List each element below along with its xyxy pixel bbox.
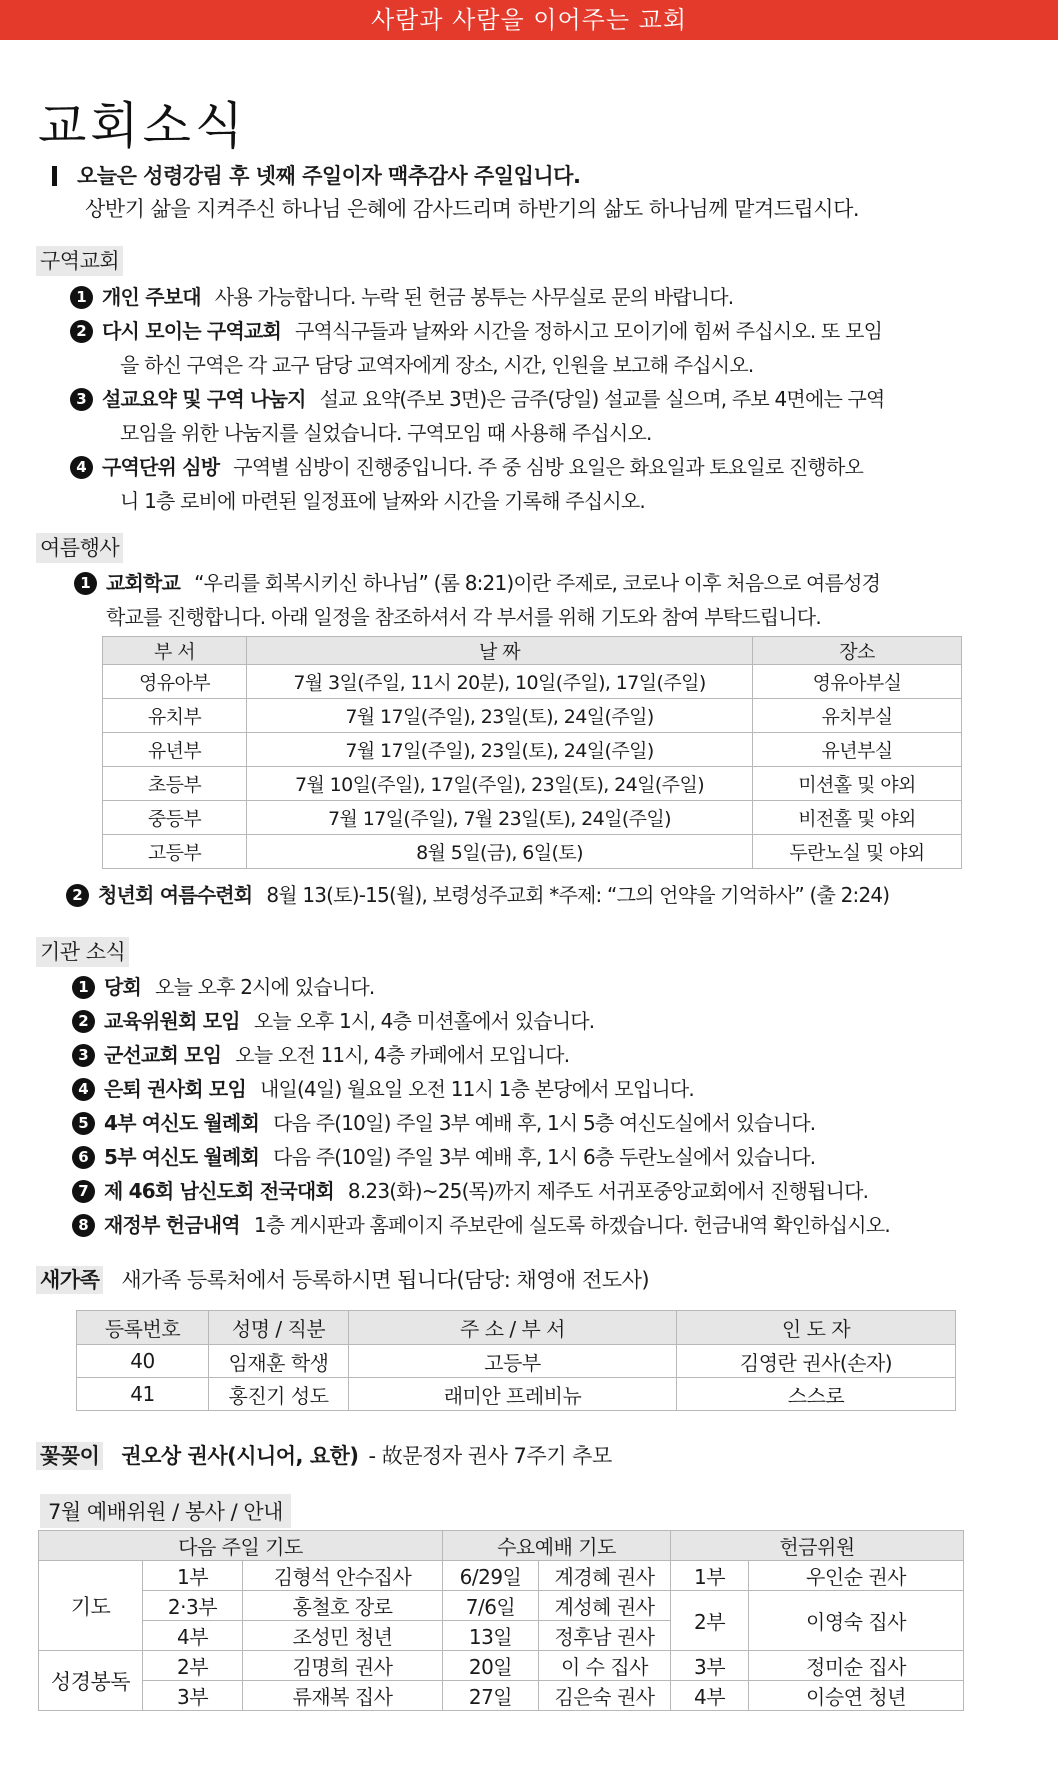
- item-body-cont: 니 1층 로비에 마련된 일정표에 날짜와 시간을 기록해 주십시오.: [120, 489, 645, 513]
- table-cell: 김은숙 권사: [539, 1681, 671, 1711]
- item-title: 당회: [104, 975, 142, 999]
- flowers-title: 권오상 권사(시니어, 요한): [121, 1444, 359, 1468]
- table-cell: 계경혜 권사: [539, 1561, 671, 1591]
- table-cell: 이영숙 집사: [749, 1591, 964, 1651]
- table-cell: 1부: [671, 1561, 749, 1591]
- table-cell: 이승연 청년: [749, 1681, 964, 1711]
- list-item: [72, 970, 1032, 1004]
- table-row: [77, 1345, 956, 1378]
- item-body: 1층 게시판과 홈페이지 주보란에 실도록 하겠습니다. 헌금내역 확인하십시오.: [253, 1213, 890, 1237]
- table-cell: 미션홀 및 야외: [753, 767, 962, 801]
- table-cell: 4부: [143, 1621, 243, 1651]
- column-header: 등록번호: [77, 1311, 209, 1345]
- agency-heading: 기관 소식: [36, 937, 129, 967]
- table-header-row: [39, 1531, 964, 1561]
- item-body-cont: 학교를 진행합니다. 아래 일정을 참조하셔서 각 부서를 위해 기도와 참여 부탁드립니다.: [106, 605, 821, 629]
- item-title: 제 46회 남신도회 전국대회: [104, 1179, 334, 1203]
- column-header: 부 서: [103, 637, 247, 665]
- newfamily-note: 새가족 등록처에서 등록하시면 됩니다(담당: 채영애 전도사): [121, 1268, 650, 1292]
- table-cell: 고등부: [103, 835, 247, 869]
- item-body-cont: 을 하신 구역은 각 교구 담당 교역자에게 장소, 시간, 인원을 보고해 주십시오.: [120, 353, 754, 377]
- table-cell: 유년부실: [753, 733, 962, 767]
- newfamily-heading: 새가족: [36, 1266, 103, 1294]
- table-cell: 2부: [671, 1591, 749, 1651]
- table-cell: 27일: [443, 1681, 539, 1711]
- table-cell: 8월 5일(금), 6일(토): [247, 835, 753, 869]
- table-cell: 2·3부: [143, 1591, 243, 1621]
- item-title: 교육위원회 모임: [104, 1009, 240, 1033]
- table-row: [39, 1591, 964, 1621]
- item-title: 은퇴 권사회 모임: [104, 1077, 246, 1101]
- table-cell: 고등부: [349, 1345, 677, 1378]
- table-cell: 이 수 집사: [539, 1651, 671, 1681]
- item-title: 군선교회 모임: [104, 1043, 222, 1067]
- number-2-icon: 2: [72, 1010, 95, 1033]
- table-row: [103, 665, 962, 699]
- item-body: 오늘 오후 1시, 4층 미션홀에서 있습니다.: [253, 1009, 595, 1033]
- list-item: [72, 1072, 1032, 1106]
- item-body: 다음 주(10일) 주일 3부 예배 후, 1시 5층 여신도실에서 있습니다.: [273, 1111, 816, 1135]
- table-row: [39, 1561, 964, 1591]
- table-cell: 7/6일: [443, 1591, 539, 1621]
- table-cell: 비전홀 및 야외: [753, 801, 962, 835]
- district-heading: 구역교회: [36, 246, 123, 276]
- number-6-icon: 6: [72, 1146, 95, 1169]
- table-cell: 홍철호 장로: [243, 1591, 443, 1621]
- number-1-icon: 1: [74, 572, 97, 595]
- item-body: 다음 주(10일) 주일 3부 예배 후, 1시 6층 두란노실에서 있습니다.: [273, 1145, 816, 1169]
- intro-line-2: 상반기 삶을 지켜주신 하나님 은혜에 감사드리며 하반기의 삶도 하나님께 맡겨드립시다.: [85, 197, 860, 221]
- item-title: 청년회 여름수련회: [98, 883, 253, 907]
- table-cell: 홍진기 성도: [209, 1378, 349, 1411]
- table-cell: 정후남 권사: [539, 1621, 671, 1651]
- table-cell: 스스로: [677, 1378, 956, 1411]
- table-header-row: [103, 637, 962, 665]
- number-1-icon: 1: [70, 286, 93, 309]
- table-cell: 영유아부: [103, 665, 247, 699]
- table-row: [103, 733, 962, 767]
- item-body-cont: 모임을 위한 나눔지를 실었습니다. 구역모임 때 사용해 주십시오.: [120, 421, 652, 445]
- column-header: 인 도 자: [677, 1311, 956, 1345]
- table-row: [77, 1378, 956, 1411]
- item-body: 8.23(화)~25(목)까지 제주도 서귀포중앙교회에서 진행됩니다.: [347, 1179, 869, 1203]
- list-item: [72, 1106, 1032, 1140]
- list-item: [70, 450, 990, 518]
- list-item: [74, 566, 994, 634]
- newfamily-table: [76, 1310, 956, 1411]
- page-title: 교회소식: [38, 97, 248, 155]
- number-3-icon: 3: [72, 1044, 95, 1067]
- item-title: 설교요약 및 구역 나눔지: [102, 387, 306, 411]
- table-cell: 김명희 권사: [243, 1651, 443, 1681]
- table-cell: 임재훈 학생: [209, 1345, 349, 1378]
- july-heading: 7월 예배위원 / 봉사 / 안내: [40, 1494, 291, 1528]
- intro-line-1: 오늘은 성령강림 후 넷째 주일이자 맥추감사 주일입니다.: [77, 164, 581, 188]
- list-item: [72, 1004, 1032, 1038]
- table-cell: 영유아부실: [753, 665, 962, 699]
- item-title: 교회학교: [106, 571, 181, 595]
- table-cell: 7월 17일(주일), 23일(토), 24일(주일): [247, 699, 753, 733]
- district-list: [70, 280, 990, 518]
- item-body: 구역식구들과 날짜와 시간을 정하시고 모이기에 힘써 주십시오. 또 모임: [295, 319, 883, 343]
- table-cell: 우인순 권사: [749, 1561, 964, 1591]
- table-cell: 김형석 안수집사: [243, 1561, 443, 1591]
- number-2-icon: 2: [70, 320, 93, 343]
- table-cell: 7월 17일(주일), 23일(토), 24일(주일): [247, 733, 753, 767]
- agency-list: [72, 970, 1032, 1242]
- item-body: 오늘 오전 11시, 4층 카페에서 모입니다.: [235, 1043, 570, 1067]
- item-title: 재정부 헌금내역: [104, 1213, 240, 1237]
- table-row: [103, 801, 962, 835]
- flowers-body: - 故문정자 권사 7주기 추모: [368, 1444, 612, 1468]
- flowers-line: [36, 1440, 612, 1470]
- list-item: [70, 314, 990, 382]
- table-row: [39, 1681, 964, 1711]
- list-item: [72, 1174, 1032, 1208]
- number-2-icon: 2: [66, 884, 89, 907]
- list-item: [70, 280, 990, 314]
- number-7-icon: 7: [72, 1180, 95, 1203]
- table-cell: 두란노실 및 야외: [753, 835, 962, 869]
- table-cell: 41: [77, 1378, 209, 1411]
- column-header: 장소: [753, 637, 962, 665]
- number-3-icon: 3: [70, 388, 93, 411]
- table-cell: 유치부실: [753, 699, 962, 733]
- table-cell: 계성혜 권사: [539, 1591, 671, 1621]
- table-cell: 6/29일: [443, 1561, 539, 1591]
- top-banner: 사람과 사람을 이어주는 교회: [0, 0, 1058, 40]
- table-cell: 중등부: [103, 801, 247, 835]
- list-item: [72, 1208, 1032, 1242]
- table-cell: 김영란 권사(손자): [677, 1345, 956, 1378]
- number-8-icon: 8: [72, 1214, 95, 1237]
- summer-list: [74, 566, 994, 634]
- column-header: 날 짜: [247, 637, 753, 665]
- summer-list-2: [66, 878, 986, 912]
- intro: [52, 160, 1032, 226]
- table-cell: 13일: [443, 1621, 539, 1651]
- item-body: 내일(4일) 월요일 오전 11시 1층 본당에서 모입니다.: [259, 1077, 694, 1101]
- item-body: 구역별 심방이 진행중입니다. 주 중 심방 요일은 화요일과 토요일로 진행하오: [233, 455, 863, 479]
- table-cell: 정미순 집사: [749, 1651, 964, 1681]
- column-header: 다음 주일 기도: [39, 1531, 443, 1561]
- item-body: 설교 요약(주보 3면)은 금주(당일) 설교를 실으며, 주보 4면에는 구역: [319, 387, 885, 411]
- table-row: [39, 1651, 964, 1681]
- column-header: 수요예배 기도: [443, 1531, 671, 1561]
- newfamily-line: [36, 1264, 649, 1294]
- july-duty-table: [38, 1530, 964, 1711]
- table-cell: 20일: [443, 1651, 539, 1681]
- table-cell: 초등부: [103, 767, 247, 801]
- item-title: 구역단위 심방: [102, 455, 220, 479]
- table-cell: 류재복 집사: [243, 1681, 443, 1711]
- table-cell: 유년부: [103, 733, 247, 767]
- number-4-icon: 4: [70, 456, 93, 479]
- column-header: 성명 / 직분: [209, 1311, 349, 1345]
- table-cell: 조성민 청년: [243, 1621, 443, 1651]
- table-cell: 4부: [671, 1681, 749, 1711]
- table-cell: 7월 3일(주일, 11시 20분), 10일(주일), 17일(주일): [247, 665, 753, 699]
- number-1-icon: 1: [72, 976, 95, 999]
- table-row: [103, 699, 962, 733]
- number-4-icon: 4: [72, 1078, 95, 1101]
- item-title: 5부 여신도 월례회: [104, 1145, 260, 1169]
- table-cell: 유치부: [103, 699, 247, 733]
- list-item: [72, 1038, 1032, 1072]
- list-item: [70, 382, 990, 450]
- column-header: 헌금위원: [671, 1531, 964, 1561]
- table-row: [103, 835, 962, 869]
- prayer-label: 기도: [39, 1561, 143, 1651]
- table-cell: 3부: [671, 1651, 749, 1681]
- item-body: 오늘 오후 2시에 있습니다.: [155, 975, 375, 999]
- item-body: 8월 13(토)-15(월), 보령성주교회 *주제: “그의 언약을 기억하사” (출 2:24): [266, 883, 890, 907]
- table-header-row: [77, 1311, 956, 1345]
- table-cell: 래미안 프레비뉴: [349, 1378, 677, 1411]
- number-5-icon: 5: [72, 1112, 95, 1135]
- summer-schedule-table: [102, 636, 962, 869]
- table-cell: 7월 10일(주일), 17일(주일), 23일(토), 24일(주일): [247, 767, 753, 801]
- item-body: 사용 가능합니다. 누락 된 헌금 봉투는 사무실로 문의 바랍니다.: [214, 285, 734, 309]
- item-body: “우리를 회복시키신 하나님” (롬 8:21)이란 주제로, 코로나 이후 처음으로 여름성경: [194, 571, 881, 595]
- item-title: 4부 여신도 월례회: [104, 1111, 260, 1135]
- list-item: [72, 1140, 1032, 1174]
- flowers-heading: 꽃꽂이: [36, 1442, 103, 1470]
- summer-heading: 여름행사: [36, 533, 123, 563]
- table-cell: 7월 17일(주일), 7월 23일(토), 24일(주일): [247, 801, 753, 835]
- column-header: 주 소 / 부 서: [349, 1311, 677, 1345]
- bullet-bar-icon: [52, 166, 57, 186]
- table-cell: 40: [77, 1345, 209, 1378]
- item-title: 다시 모이는 구역교회: [102, 319, 282, 343]
- table-cell: 3부: [143, 1681, 243, 1711]
- item-title: 개인 주보대: [102, 285, 201, 309]
- table-cell: 2부: [143, 1651, 243, 1681]
- table-cell: 1부: [143, 1561, 243, 1591]
- table-row: [103, 767, 962, 801]
- list-item: [66, 878, 986, 912]
- reading-label: 성경봉독: [39, 1651, 143, 1711]
